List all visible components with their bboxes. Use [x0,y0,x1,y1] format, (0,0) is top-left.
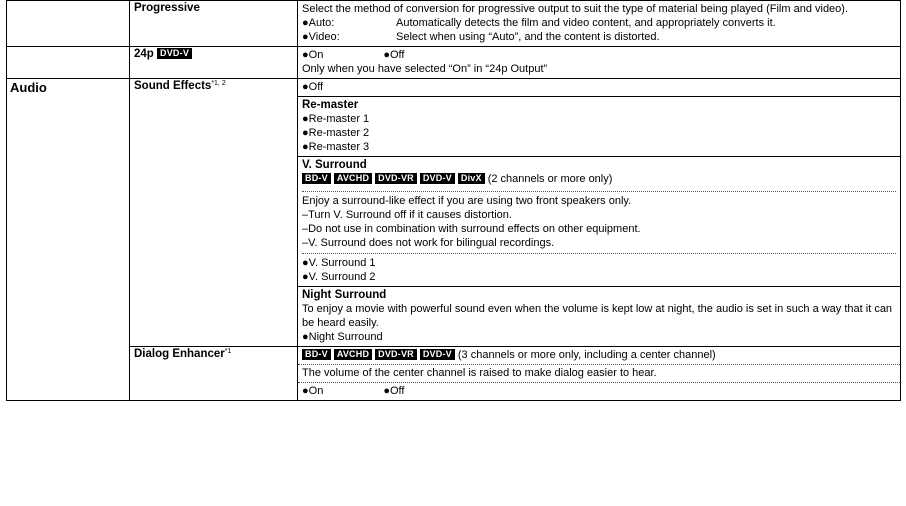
table-row-dialog-enhancer [7,347,901,401]
item-24p [130,47,298,79]
badge-bd-v: BD-V [302,173,331,184]
item-24p-label: 24p [134,48,154,60]
dialog-badge-note: (3 channels or more only, including a center channel) [457,349,716,361]
footnote-mark: *1 [224,348,232,355]
option-off: ●Off [383,385,405,397]
remaster-section [298,96,900,156]
progressive-description: Select the method of conversion for progressive output to suit the type of material being played (Film and video). [302,3,849,15]
vsurround-badge-note: (2 channels or more only) [487,173,613,185]
vsurround-badges [302,172,896,186]
table-row-sound-effects [7,79,901,347]
p24-content [298,47,901,79]
option-video-name: ●Video: [302,31,340,43]
p24-options [302,48,896,62]
sound-effects-off: ●Off [302,81,324,93]
dialog-badges [298,347,900,364]
item-progressive: Progressive [130,1,298,47]
vsurround-note-1: –Turn V. Surround off if it causes distortion. [302,209,512,221]
option-vsurround-1: ●V. Surround 1 [302,257,376,269]
item-sound-effects [130,79,298,347]
remaster-heading: Re-master [302,99,359,111]
dialog-options [298,383,900,400]
vsurround-note-2: –Do not use in combination with surround effects on other equipment. [302,223,641,235]
dialog-description: The volume of the center channel is raised to make dialog easier to hear. [302,367,657,379]
sound-effects-content [298,79,901,347]
badge-avchd: AVCHD [334,173,372,184]
option-remaster-3: ●Re-master 3 [302,141,370,153]
vsurround-heading: V. Surround [302,159,367,171]
option-on: ●On [302,49,324,61]
badge-dvd-v: DVD-V [420,349,455,360]
badge-avchd: AVCHD [334,349,372,360]
badge-dvd-v: DVD-V [420,173,455,184]
night-surround-section [298,286,900,346]
vsurround-section [298,156,900,286]
badge-dvd-vr: DVD-VR [375,173,417,184]
badge-dvd-vr: DVD-VR [375,349,417,360]
dialog-enhancer-content [298,347,901,401]
option-remaster-2: ●Re-master 2 [302,127,370,139]
option-video-text: Select when using “Auto”, and the content is distorted. [396,31,660,43]
p24-note: Only when you have selected “On” in “24p Output” [302,63,548,75]
table-row-24p [7,47,901,79]
item-dialog-enhancer-label: Dialog Enhancer [134,348,225,360]
option-video [302,30,896,44]
category-cell-empty [7,47,130,79]
settings-document [6,0,900,401]
option-auto-name: ●Auto: [302,17,335,29]
badge-divx: DivX [458,173,485,184]
category-audio: Audio [7,79,130,401]
night-surround-description: To enjoy a movie with powerful sound even when the volume is kept low at night, the audio is set in such a way that it can be heard easily. [302,303,893,329]
option-vsurround-2: ●V. Surround 2 [302,271,376,283]
settings-table [6,0,901,401]
night-surround-heading: Night Surround [302,289,387,301]
category-cell-empty [7,1,130,47]
option-remaster-1: ●Re-master 1 [302,113,370,125]
option-night-surround: ●Night Surround [302,331,383,343]
option-auto [302,16,896,30]
badge-dvd-v: DVD-V [157,48,192,59]
progressive-content [298,1,901,47]
vsurround-description: Enjoy a surround-like effect if you are using two front speakers only. [302,195,632,207]
option-on: ●On [302,385,324,397]
vsurround-note-3: –V. Surround does not work for bilingual recordings. [302,237,555,249]
item-dialog-enhancer [130,347,298,401]
badge-bd-v: BD-V [302,349,331,360]
item-sound-effects-label: Sound Effects [134,80,212,92]
footnote-mark: *1, 2 [211,80,226,87]
table-row-progressive [7,1,901,47]
option-off: ●Off [383,49,405,61]
option-auto-text: Automatically detects the film and video content, and appropriately converts it. [396,17,776,29]
